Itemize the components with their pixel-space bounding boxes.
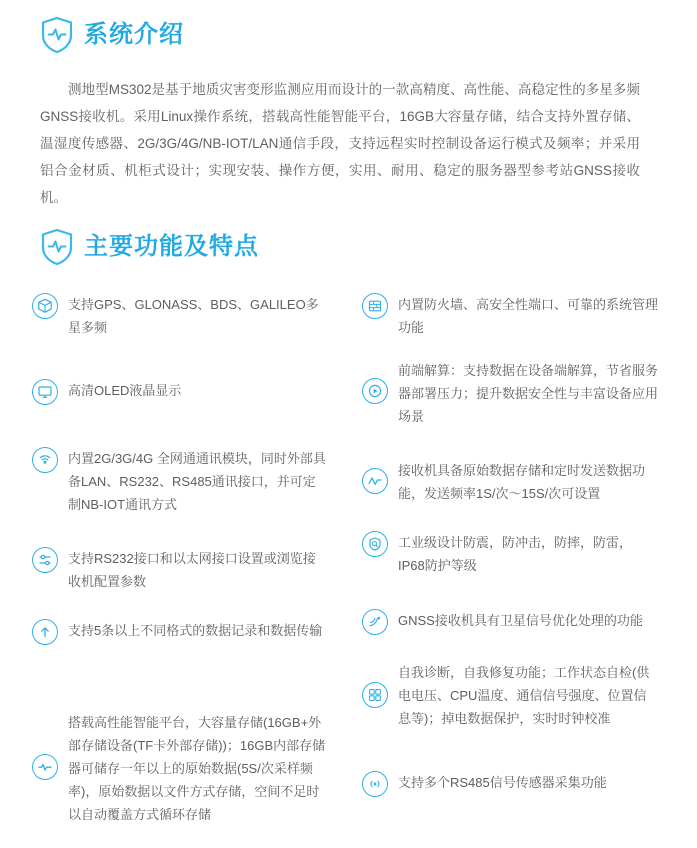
feature-item — [362, 292, 658, 339]
waveform-icon — [362, 468, 388, 494]
features-section-heading — [40, 228, 259, 266]
feature-item — [362, 358, 658, 428]
feature-text: GNSS接收机具有卫星信号优化处理的功能 — [398, 613, 643, 628]
shield-pulse-icon — [40, 16, 74, 54]
feature-item — [362, 530, 658, 577]
feature-text: 搭载高性能智能平台，大容量存储(16GB+外部存储设备(TF卡外部存储))；16GB内部存储器可储存一年以上的原始数据(5S/次采样频率)，原始数据以文件方式存储，空间不足时以自动覆盖方式循环存储 — [68, 715, 326, 822]
feature-item — [32, 378, 328, 405]
feature-text: 前端解算：支持数据在设备端解算，节省服务器部署压力；提升数据安全性与丰富设备应用场景 — [398, 363, 659, 424]
heartbeat-icon — [32, 754, 58, 780]
feature-text: 支持RS232接口和以太网接口设置或浏览接收机配置参数 — [68, 551, 316, 589]
feature-item — [32, 618, 328, 645]
feature-item — [362, 660, 658, 730]
feature-text: 内置2G/3G/4G 全网通通讯模块，同时外部具备LAN、RS232、RS485通讯接口，并可定制NB-IOT通讯方式 — [68, 451, 326, 512]
satellite-wave-icon — [362, 609, 388, 635]
monitor-icon — [32, 379, 58, 405]
feature-text: 支持5条以上不同格式的数据记录和数据传输 — [68, 623, 323, 638]
shield-pulse-icon — [40, 228, 74, 266]
satellite-box-icon — [32, 293, 58, 319]
firewall-icon — [362, 293, 388, 319]
feature-text: 内置防火墙、高安全性端口、可靠的系统管理功能 — [398, 297, 659, 335]
play-circle-icon — [362, 378, 388, 404]
intro-paragraph: 测地型MS302是基于地质灾害变形监测应用而设计的一款高精度、高性能、高稳定性的多星多频GNSS接收机。采用Linux操作系统，搭载高性能智能平台，16GB大容量存储，结合支持外置存储、温湿度传感器、2G/3G/4G/NB-IOT/LAN通信手段，支持远程实时控制设备运行模式及频率；并采用铝合金材质、机柜式设计；实现安装、操作方便，实用、耐用、稳定的服务器型参考站GNSS接收机。 — [40, 81, 640, 205]
intro-title: 系统介绍 — [84, 21, 184, 48]
feature-item — [32, 546, 328, 593]
shield-search-icon — [362, 531, 388, 557]
sensor-signal-icon — [362, 771, 388, 797]
feature-text: 支持多个RS485信号传感器采集功能 — [398, 775, 607, 790]
wifi-signal-icon — [32, 447, 58, 473]
feature-item — [362, 770, 658, 797]
intro-section-heading — [40, 16, 184, 54]
upload-arrow-icon — [32, 619, 58, 645]
feature-item — [32, 292, 328, 339]
feature-item — [32, 446, 328, 516]
diagnose-grid-icon — [362, 682, 388, 708]
sliders-icon — [32, 547, 58, 573]
feature-text: 支持GPS、GLONASS、BDS、GALILEO多星多频 — [68, 297, 319, 335]
feature-item — [362, 458, 658, 505]
feature-text: 高清OLED液晶显示 — [68, 383, 182, 398]
feature-item — [32, 710, 328, 826]
feature-text: 自我诊断，自我修复功能；工作状态自检(供电电压、CPU温度、通信信号强度、位置信息等)；掉电数据保护，实时时钟校准 — [398, 665, 650, 726]
feature-item — [362, 608, 658, 635]
feature-text: 工业级设计防震，防冲击，防摔，防雷，IP68防护等级 — [398, 535, 633, 573]
features-title: 主要功能及特点 — [84, 233, 259, 260]
feature-text: 接收机具备原始数据存储和定时发送数据功能，发送频率1S/次～15S/次可设置 — [398, 463, 646, 501]
